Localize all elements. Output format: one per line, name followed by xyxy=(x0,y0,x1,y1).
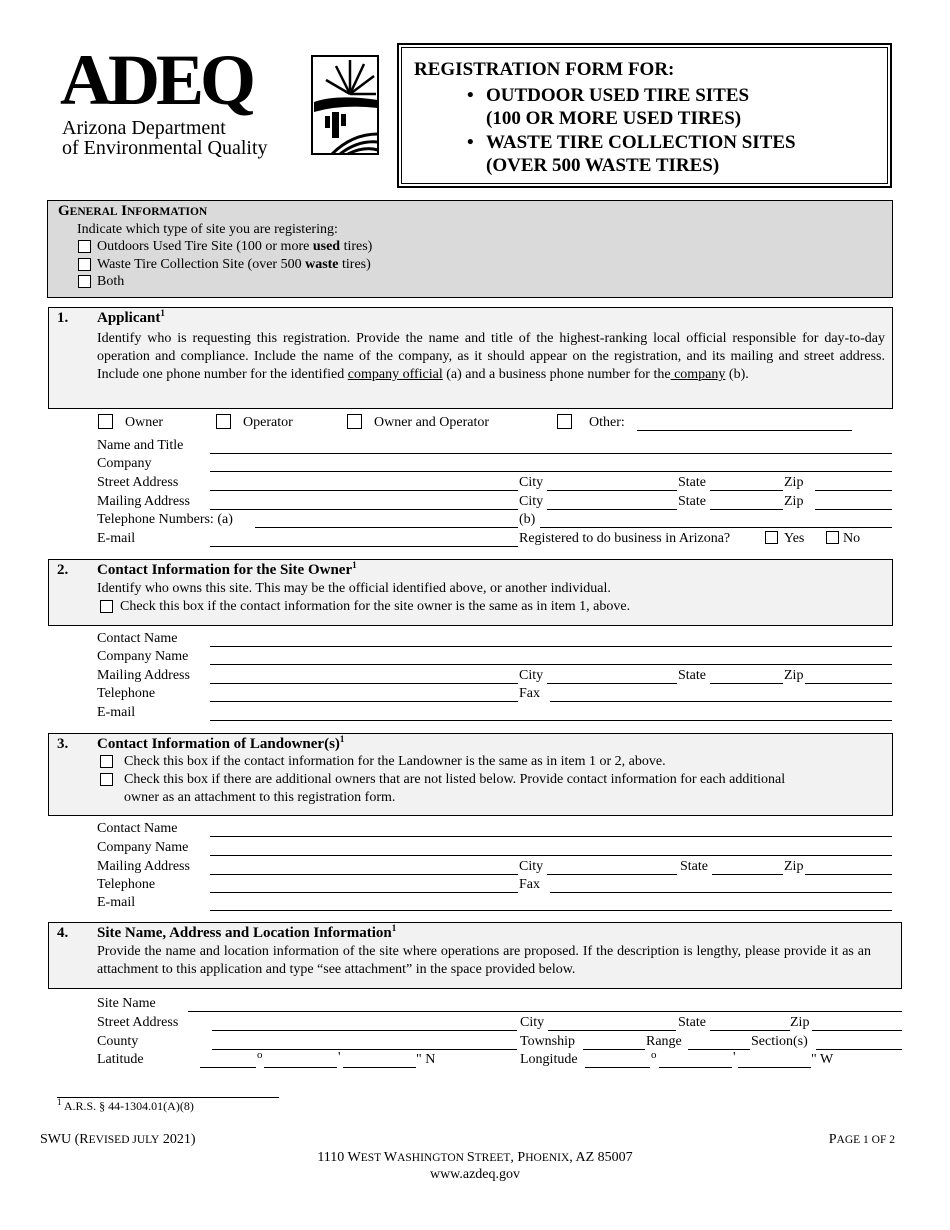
street-state-field[interactable] xyxy=(710,490,783,491)
adeq-logo xyxy=(60,40,390,163)
waste-tire-collection-checkbox[interactable] xyxy=(78,258,91,271)
street-address-field[interactable] xyxy=(210,490,518,491)
s2-fax-field[interactable] xyxy=(550,701,892,702)
section4-instructions: Provide the name and location information of the site where operations are proposed. If the description is lengthy, please provide it as an attachment to this application and type “see attachment” in the space provided below. xyxy=(97,944,871,977)
site-type-prompt: Indicate which type of site you are registering: xyxy=(77,222,338,237)
site-name-field[interactable] xyxy=(188,1011,902,1012)
owner-same-checkbox[interactable] xyxy=(100,600,113,613)
mailing-city-label: City xyxy=(519,494,544,509)
latitude-label: Latitude xyxy=(97,1052,144,1067)
outdoor-used-tire-checkbox[interactable] xyxy=(78,240,91,253)
longitude-label: Longitude xyxy=(520,1052,578,1067)
latitude-seconds-field[interactable] xyxy=(343,1067,416,1068)
s2-email-field[interactable] xyxy=(210,720,892,721)
section3-box xyxy=(48,733,893,816)
additional-owners-label-2: owner as an attachment to this registration form. xyxy=(124,790,396,805)
longitude-seconds-field[interactable] xyxy=(738,1067,811,1068)
section4-number: 4. xyxy=(57,925,69,941)
other-field[interactable] xyxy=(637,430,852,431)
s3-state-label: State xyxy=(680,859,708,874)
landowner-same-label: Check this box if the contact information for the Landowner is the same as in item 1 or 2, above. xyxy=(124,754,666,769)
s2-city-field[interactable] xyxy=(547,683,677,684)
owner-and-operator-checkbox[interactable] xyxy=(347,414,362,429)
site-zip-field[interactable] xyxy=(812,1030,902,1031)
agency-website[interactable]: www.azdeq.gov xyxy=(429,1167,521,1182)
s3-city-field[interactable] xyxy=(547,874,677,875)
street-zip-label: Zip xyxy=(784,475,804,490)
latitude-minute-symbol: ' xyxy=(338,1050,341,1065)
s3-contact-name-label: Contact Name xyxy=(97,821,178,836)
site-street-label: Street Address xyxy=(97,1015,179,1030)
mailing-zip-label: Zip xyxy=(784,494,804,509)
telephone-b-label: (b) xyxy=(519,512,536,527)
s2-mailing-field[interactable] xyxy=(210,683,518,684)
section1-title: Applicant$^1$ xyxy=(97,308,165,326)
site-street-field[interactable] xyxy=(212,1030,517,1031)
s2-fax-label: Fax xyxy=(519,686,540,701)
section3-title: Contact Information of $Landowner(s)^1$ xyxy=(97,734,345,752)
logo-line1: Arizona Department xyxy=(62,117,226,139)
other-label: Other: xyxy=(589,415,625,430)
general-info-title: GENERAL INFORMATION xyxy=(58,203,208,219)
s2-zip-field[interactable] xyxy=(805,683,892,684)
email-label: E-mail xyxy=(97,531,136,546)
section4-box xyxy=(48,922,902,989)
telephone-a-field[interactable] xyxy=(255,527,518,528)
longitude-degrees-field[interactable] xyxy=(585,1067,650,1068)
s3-email-field[interactable] xyxy=(210,910,892,911)
s2-city-label: City xyxy=(519,668,544,683)
s3-mailing-label: Mailing Address xyxy=(97,859,190,874)
both-label: Both xyxy=(97,274,125,289)
both-checkbox[interactable] xyxy=(78,275,91,288)
mailing-address-label: Mailing Address xyxy=(97,494,190,509)
street-state-label: State xyxy=(678,475,706,490)
sections-field[interactable] xyxy=(816,1049,902,1050)
range-label: Range xyxy=(646,1034,682,1049)
s2-telephone-label: Telephone xyxy=(97,686,156,701)
s3-zip-field[interactable] xyxy=(805,874,892,875)
s3-fax-field[interactable] xyxy=(550,892,892,893)
owner-and-operator-label: Owner and Operator xyxy=(374,415,490,430)
site-state-label: State xyxy=(678,1015,706,1030)
bullet-2: • xyxy=(467,132,474,153)
s2-telephone-field[interactable] xyxy=(210,701,518,702)
email-field[interactable] xyxy=(210,546,518,547)
street-city-field[interactable] xyxy=(547,490,677,491)
township-label: Township xyxy=(520,1034,576,1049)
s2-contact-name-label: Contact Name xyxy=(97,631,178,646)
s3-mailing-field[interactable] xyxy=(210,874,518,875)
latitude-degree-symbol: o xyxy=(257,1049,263,1061)
s3-state-field[interactable] xyxy=(712,874,783,875)
s3-email-label: E-mail xyxy=(97,895,136,910)
s3-telephone-field[interactable] xyxy=(210,892,518,893)
name-title-label: Name and Title xyxy=(97,438,184,453)
mailing-state-label: State xyxy=(678,494,706,509)
longitude-minutes-field[interactable] xyxy=(659,1067,732,1068)
sections-label: Section(s) xyxy=(751,1034,808,1049)
title-bullet1-line2: (100 OR MORE USED TIRES) xyxy=(486,108,742,129)
telephone-a-label: Telephone Numbers: (a) xyxy=(97,512,233,527)
mailing-state-field[interactable] xyxy=(710,509,783,510)
s3-company-name-field[interactable] xyxy=(210,855,892,856)
additional-owners-checkbox[interactable] xyxy=(100,773,113,786)
latitude-minutes-field[interactable] xyxy=(264,1067,337,1068)
street-address-label: Street Address xyxy=(97,475,179,490)
site-zip-label: Zip xyxy=(790,1015,810,1030)
registered-az-label: Registered to do business in Arizona? xyxy=(519,531,731,546)
s2-email-label: E-mail xyxy=(97,705,136,720)
s3-company-name-label: Company Name xyxy=(97,840,189,855)
operator-label: Operator xyxy=(243,415,293,430)
title-box xyxy=(397,43,892,188)
waste-tire-collection-label: Waste Tire Collection Site (over 500 waste tires) xyxy=(97,257,371,272)
owner-checkbox[interactable] xyxy=(98,414,113,429)
longitude-degree-symbol: o xyxy=(651,1049,657,1061)
title-bullet2-line2: (OVER 500 WASTE TIRES) xyxy=(486,155,720,176)
section2-box xyxy=(48,559,893,626)
owner-same-label: Check this box if the contact information for the site owner is the same as in item 1, above. xyxy=(120,599,631,614)
county-label: County xyxy=(97,1034,139,1049)
s3-city-label: City xyxy=(519,859,544,874)
registered-yes-checkbox[interactable] xyxy=(765,531,778,544)
registered-no-label: No xyxy=(843,531,861,546)
longitude-minute-symbol: ' xyxy=(733,1050,736,1065)
section2-title: Contact Information for the Site Owner$^1$ xyxy=(97,560,357,578)
mailing-zip-field[interactable] xyxy=(815,509,892,510)
logo-line2: of Environmental Quality xyxy=(62,137,268,159)
title-bullet1-line1: OUTDOOR USED TIRE SITES xyxy=(486,85,750,106)
section1-number: 1. xyxy=(57,310,69,326)
company-label: Company xyxy=(97,456,152,471)
registered-yes-label: Yes xyxy=(784,531,805,546)
mailing-city-field[interactable] xyxy=(547,509,677,510)
s2-company-name-field[interactable] xyxy=(210,664,892,665)
range-field[interactable] xyxy=(688,1049,750,1050)
section2-number: 2. xyxy=(57,562,69,578)
additional-owners-label-1: Check this box if there are additional owners that are not listed below. Provide contact information for each additional xyxy=(124,772,786,787)
s2-state-field[interactable] xyxy=(710,683,783,684)
section2-instructions: Identify who owns this site. This may be the official identified above, or another individual. xyxy=(97,581,611,596)
s3-telephone-label: Telephone xyxy=(97,877,156,892)
form-revision: SWU (REVISED JULY 2021) xyxy=(40,1132,196,1147)
form-title: REGISTRATION FORM FOR: xyxy=(414,59,675,80)
landowner-same-checkbox[interactable] xyxy=(100,755,113,768)
s3-fax-label: Fax xyxy=(519,877,540,892)
s3-zip-label: Zip xyxy=(784,859,804,874)
street-city-label: City xyxy=(519,475,544,490)
footnote-divider xyxy=(57,1097,279,1098)
township-field[interactable] xyxy=(583,1049,645,1050)
name-title-field[interactable] xyxy=(210,453,892,454)
longitude-west-label: " W xyxy=(811,1052,834,1067)
street-zip-field[interactable] xyxy=(815,490,892,491)
section1-instructions: Identify who is requesting this registration. Provide the name and title of the highest-ranking local official responsible for day-to-day operation and compliance. Include the name of the company, as it should appear on the registration, and its mailing and street address. Include one phone number for the identified company official (a) and a business phone number for the company (b). xyxy=(97,331,885,382)
agency-address: 1110 WEST WASHINGTON STREET, PHOENIX, AZ 85007 xyxy=(317,1150,633,1165)
bullet-1: • xyxy=(467,85,474,106)
outdoor-used-tire-label: Outdoors Used Tire Site (100 or more used tires) xyxy=(97,239,373,254)
general-info-box xyxy=(47,200,893,298)
mailing-address-field[interactable] xyxy=(210,509,518,510)
other-checkbox[interactable] xyxy=(557,414,572,429)
logo-letters: ADEQ xyxy=(60,40,253,120)
site-city-label: City xyxy=(520,1015,545,1030)
site-state-field[interactable] xyxy=(710,1030,790,1031)
section3-number: 3. xyxy=(57,736,69,752)
site-city-field[interactable] xyxy=(548,1030,676,1031)
s2-contact-name-field[interactable] xyxy=(210,646,892,647)
s3-contact-name-field[interactable] xyxy=(210,836,892,837)
section4-title: Site Name, Address and Location Information$^1$ xyxy=(97,923,397,941)
s2-company-name-label: Company Name xyxy=(97,649,189,664)
company-field[interactable] xyxy=(210,471,892,472)
latitude-north-label: " N xyxy=(416,1052,436,1067)
desert-emblem-icon xyxy=(292,54,382,158)
owner-label: Owner xyxy=(125,415,164,430)
section1-box xyxy=(48,307,893,409)
site-name-label: Site Name xyxy=(97,996,156,1011)
latitude-degrees-field[interactable] xyxy=(200,1067,256,1068)
telephone-b-field[interactable] xyxy=(540,527,892,528)
s2-mailing-label: Mailing Address xyxy=(97,668,190,683)
operator-checkbox[interactable] xyxy=(216,414,231,429)
title-bullet2-line1: WASTE TIRE COLLECTION SITES xyxy=(486,132,796,153)
s2-state-label: State xyxy=(678,668,706,683)
registered-no-checkbox[interactable] xyxy=(826,531,839,544)
footnote: $^1$ A.R.S. § 44-1304.01(A)(8) xyxy=(57,1097,194,1113)
s2-zip-label: Zip xyxy=(784,668,804,683)
page-number: PAGE 1 OF 2 xyxy=(828,1132,895,1147)
